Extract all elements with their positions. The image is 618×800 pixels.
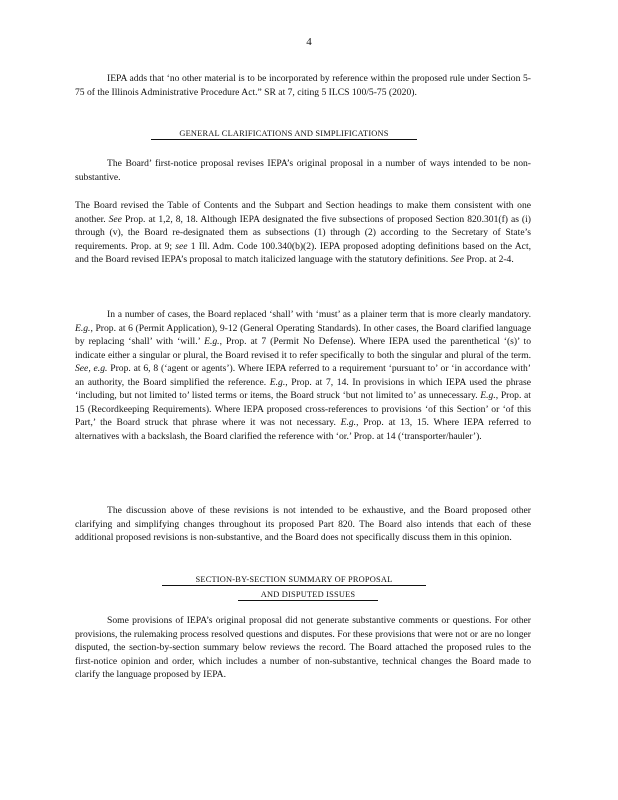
paragraph-discussion-not-exhaustive xyxy=(75,504,531,545)
paragraph-text: IEPA adds that ‘no other material is to be incorporated by reference within the proposed rule under Section 5-75 of the Illinois Administrative Procedure Act.” SR at 7, citing 5 ILCS 100/5-75 (2020). xyxy=(75,73,531,98)
paragraph-text: Some provisions of IEPA’s original proposal did not generate substantive comments or questions. For other provisions, the rulemaking process resolved questions and disputes. For these provisions that were not or are no longer disputed, the section-by-section summary below reviews the record. The Board attached the proposed rules to the first-notice opinion and order, which includes a number of non-substantive, technical changes the Board made to clarify the language proposed by IEPA. xyxy=(75,615,531,680)
paragraph-text: The discussion above of these revisions is not intended to be exhaustive, and the Board proposed other clarifying and simplifying changes throughout its proposed Part 820. The Board also intends that each of these additional proposed revisions is non-substantive, and the Board does not specifically discuss them in this opinion. xyxy=(75,505,531,543)
citation-signal: E.g. xyxy=(480,390,496,401)
citation-signal: E.g. xyxy=(204,336,220,347)
citation-signal: E.g. xyxy=(340,417,357,428)
section-heading-disputed-issues: AND DISPUTED ISSUES xyxy=(238,590,378,601)
citation-signal: E.g. xyxy=(75,322,91,334)
paragraph-shall-must-revisions: In a number of cases, the Board replaced ‘shall’ with ‘must’ as a plainer term that is more clearly mandatory. E.g., Prop. at 6 (Permit Application), 9-12 (General Operating Standards). In other cases, the Board clarified language by replacing ‘shall’ with ‘will.’ E.g., Prop. at 7 (Permit No Defense). Where IEPA used the parenthetical ‘(s)’ to indicate either a singular or plural, the Board revised it to refer specifically to both the singular and plural of the term. See, e.g. Prop. at 6, 8 (‘agent or agents’). Where IEPA referred to a requirement ‘pursuant to’ or ‘in accordance with’ an authority, the Board simplified the reference. E.g., Prop. at 7, 14. In provisions in which IEPA used the phrase ‘including, but not limited to’ listed terms or items, the Board struck ‘but not limited to’ as unnecessary. E.g., Prop. at 15 (Recordkeeping Requirements). Where IEPA proposed cross-references to provisions ‘of this Section’ or ‘of this Part,’ the Board struck that phrase where it was not necessary. E.g., Prop. at 13, 15. Where IEPA referred to alternatives with a backslash, the Board clarified the reference with ‘or.’ Prop. at 14 (‘transporter/hauler’). xyxy=(75,309,531,442)
paragraph-section-by-section-intro xyxy=(75,614,531,682)
section-heading-general-clarifications: GENERAL CLARIFICATIONS AND SIMPLIFICATIONS xyxy=(151,129,417,140)
citation-signal: See, e.g. xyxy=(75,363,108,374)
citation-signal: E.g. xyxy=(269,376,286,388)
paragraph-incorporation-by-reference xyxy=(75,72,531,99)
citation-signal: See xyxy=(450,254,464,265)
citation-signal: see xyxy=(175,240,188,252)
paragraph-text: The Board’ first-notice proposal revises IEPA’s original proposal in a number of ways intended to be non-substantive. xyxy=(75,158,531,183)
page-number: 4 xyxy=(306,36,312,48)
section-heading-summary-of-proposal: SECTION-BY-SECTION SUMMARY OF PROPOSAL xyxy=(162,575,426,586)
paragraph-first-notice-proposal xyxy=(75,157,531,184)
paragraph-table-of-contents-revisions: The Board revised the Table of Contents and the Subpart and Section headings to make them consistent with one another. See Prop. at 1,2, 8, 18. Although IEPA designated the five subsections of proposed Section 820.301(f) as (i) through (v), the Board re-designated them as subsections (1) through (2) according to the Secretary of State’s requirements. Prop. at 9; see 1 Ill. Adm. Code 100.340(b)(2). IEPA proposed adopting definitions based on the Act, and the Board revised IEPA’s proposal to match italicized language with the statutory definitions. See Prop. at 2-4. xyxy=(75,200,532,265)
citation-signal: See xyxy=(108,213,122,225)
